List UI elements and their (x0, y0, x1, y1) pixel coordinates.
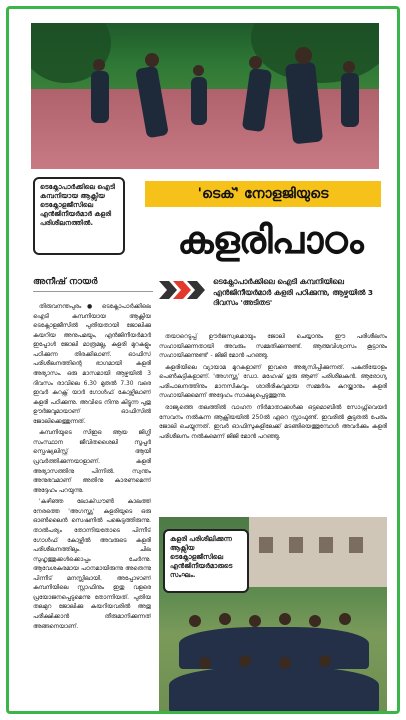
photo-person-head (319, 655, 331, 667)
photo-person-head (339, 613, 351, 625)
photo-group-front-row (169, 667, 379, 713)
photo-window (289, 537, 303, 553)
kicker-band (145, 181, 381, 207)
photo-person-head (145, 53, 159, 67)
chevron-arrows-icon (159, 281, 207, 299)
photo-person-head (279, 657, 291, 669)
photo-window (259, 537, 273, 553)
deck: ടെക്നോപാർക്കിലെ ഐടി കമ്പനിയിലെ എൻജിനീയർമാർ കളരി പഠിക്കുന്നു, ആഴ്ചയിൽ 3 ദിവസം 'അടിതട' (213, 277, 374, 308)
photo-person-head (309, 615, 321, 627)
photo-person-head (343, 61, 355, 73)
photo-person-head (279, 613, 291, 625)
photo-person-head (93, 59, 105, 71)
photo-person-head (193, 65, 204, 76)
photo-caption-bottom: കളരി പരിശീലിക്കുന്ന ആക്സിയ ടെക്നോളജീസിലെ എൻജിനീയർമാരുടെ സംഘം. (163, 529, 249, 593)
photo-person (91, 71, 109, 123)
body-column-1 (33, 303, 151, 714)
body-paragraph: കളരിയിലെ വ്യായാമ മുറകളാണ് ഇവരെ അഭ്യസിപ്പിക്കുന്നത്. പകുതിയോളം പെൺകുട്ടികളാണ്. 'അഗസ്ത്യ' ഡോ. മഹേഷ് ഗുരു ആണ് പരിശീലകൻ. ആരോഗ്യ പരിപാലനത്തിനും മാനസികവും ശാരീരികവുമായ സമ്മർദം കുറയ്ക്കാനും കളരി സഹായിക്കുമെന്ന് അദ്ദേഹം സാക്ഷ്യപ്പെടുത്തുന്നു. (159, 364, 387, 400)
newspaper-clipping (6, 6, 400, 714)
photo-person-head (249, 56, 262, 69)
body-paragraph: തയാറെടുപ്പ് ഊർജസ്വലമായും ജോലി ചെയ്യാനും ഈ പരിശീലനം സഹായിക്കുന്നതായി അവരും സമ്മതിക്കുന്നുണ്ട്. ആത്മവിശ്വാസം കൂട്ടാനും സഹായിക്കുന്നുണ്ട്' - ജിജി മോൻ പറഞ്ഞു. (159, 334, 387, 360)
photo-person-head (219, 613, 231, 625)
body-column-2 (159, 333, 387, 515)
photo-person-head (189, 615, 201, 627)
photo-person-head (199, 657, 211, 669)
body-paragraph: കമ്പനിയുടെ സിഇഒ ആയ ജിഗ്ഗി സംസ്ഥാന ജീവിതശൈലി സൂപ്പർ സ്പെഷ്യലിസ്റ്റ് ആയി പ്രവർത്തിക്കുന്നയാളാണ്. കളരി അഭ്യാസത്തിനു പിന്നിൽ. സ്വന്തം അനുഭവമാണ് അതിനു കാരണമെന്ന് അദ്ദേഹം പറയുന്നു. (33, 430, 151, 494)
headline: കളരിപാഠം (177, 217, 363, 262)
photo-person-head (249, 615, 261, 627)
body-paragraph: തിരുവനന്തപുരം ● ടെക്നോപാർക്കിലെ ഐടി കമ്പനിയായ ആക്സിയ ടെക്നോളജീസിൽ പുതിയതായി ജോലിക്കു കയറിയ അനുപമയും, എൻജിനീയർമാർ ഇപ്പോൾ ജോലി മാത്രമല്ല, കളരി മുറകളും പഠിക്കുന്ന തിരക്കിലാണ്. ഓഫിസ് പരിശീലനത്തിന്റെ ഭാഗമായി കളരി അഭ്യാസം. ഒരു മാസമായി ആഴ്ചയിൽ 3 ദിവസം രാവിലെ 6.30 മുതൽ 7.30 വരെ ഇവർ കറക്റ്റ് യാർ ഗോൾഫ് കോഴ്സിലാണ് കളരി പഠിക്കുന്നു. അവിടെ നിന്നു കിട്ടുന്ന പുതു ഊർജവുമായാണ് ഓഫിസിൽ ജോലിക്കെത്തുന്നത്. (33, 304, 151, 425)
body-paragraph: രാജ്യത്തെ തലത്തിൽ വാഹന നിർമാതാക്കൾക്കു ഒട്ടമൊബീൽ സോഫ്റ്റ്‌വെയർ സേവനം നൽകുന്ന ആക്സിയയിൽ 250ൽ ഏറെ സ്റ്റാഫുണ്ട്. ഇവരിൽ കൂടുതൽ പേരും ജോലി ചെയ്യുന്നത്. ഇവർ ഓഫിസുകളിലേക്ക് മടങ്ങിയെത്തുമ്പോൾ അവർക്കും കളരി പരിശീലനം നൽകുമെന്ന് ജിജി മോൻ പറഞ്ഞു. (159, 404, 387, 440)
byline: അനീഷ് നായർ (33, 277, 98, 287)
photo-caption-top: ടെക്നോപാർക്കിലെ ഐടി കമ്പനിയായ ആക്സിയ ടെക്നോളജീസിലെ എൻജിനീയർമാർ കളരി പരിശീലനത്തിൽ. (33, 177, 125, 255)
photo-person-head (295, 47, 312, 64)
photo-person-head (239, 655, 251, 667)
kalari-practice-photo (31, 23, 379, 169)
photo-person (341, 73, 359, 127)
photo-person (191, 77, 207, 125)
kicker: 'ടെക്' നോളജിയുടെ (197, 186, 329, 202)
photo-window (349, 537, 363, 553)
chevron-icon (159, 281, 177, 299)
byline-rule (33, 291, 153, 292)
photo-building (249, 517, 387, 587)
photo-window (319, 537, 333, 553)
body-paragraph: 'കഴിഞ്ഞ ലോക്ഡൗൺ കാലത്ത് നേരത്തെ 'അഗസ്ത്യ' കളരിയുടെ ഒരു ഓൺലൈൻ സെഷനിൽ പങ്കെടുത്തിരുന്നു. താൽപര്യം തോന്നിയതോടെ പിന്നീട് ഗോൾഫ് കോഴ്സിൽ അവരുടെ കളരി പരിശീലനത്തിലും. ചില സുഹൃത്തുക്കൾക്കൊപ്പം ചേർന്നു. ആവേശകരമായ പഠനമായിരുന്നു അതെന്നു പിന്നീട് മനസ്സിലായി. അപ്പോഴാണ് കമ്പനിയിലെ സ്റ്റാഫിനും ഇതു വളരെ പ്രയോജനപ്പെടുമെന്നു തോന്നിയത്. പുതിയ തലമുറ ജോലിക്കു കയറിയവരിൽ അതു പരീക്ഷിക്കാൻ തീരുമാനിക്കുന്നത് അങ്ങനെയാണ്. (33, 499, 151, 630)
